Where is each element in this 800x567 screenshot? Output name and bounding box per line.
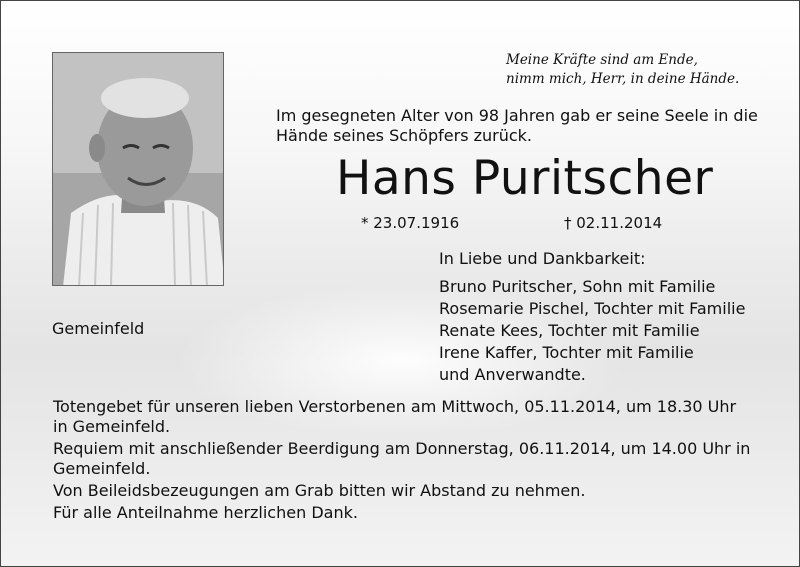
family-member: Irene Kaffer, Tochter mit Familie xyxy=(439,343,694,362)
family-member: und Anverwandte. xyxy=(439,365,586,384)
intro-line-2: Hände seines Schöpfers zurück. xyxy=(276,126,533,145)
info-line: Gemeinfeld. xyxy=(53,459,151,478)
family-member: Bruno Puritscher, Sohn mit Familie xyxy=(439,277,716,296)
family-member: Renate Kees, Tochter mit Familie xyxy=(439,321,700,340)
info-line: Für alle Anteilnahme herzlichen Dank. xyxy=(53,503,358,522)
deceased-name: Hans Puritscher xyxy=(336,151,714,206)
info-line: Von Beileidsbezeugungen am Grab bitten wir Abstand zu nehmen. xyxy=(53,481,586,500)
death-date: † 02.11.2014 xyxy=(564,214,663,232)
place-label: Gemeinfeld xyxy=(52,319,145,338)
info-line: in Gemeinfeld. xyxy=(53,417,171,436)
family-member: Rosemarie Pischel, Tochter mit Familie xyxy=(439,299,746,318)
family-heading: In Liebe und Dankbarkeit: xyxy=(439,249,646,268)
poem-line-2: nimm mich, Herr, in deine Hände. xyxy=(506,71,740,87)
info-line: Totengebet für unseren lieben Verstorbenen am Mittwoch, 05.11.2014, um 18.30 Uhr xyxy=(53,397,737,416)
info-line: Requiem mit anschließender Beerdigung am Donnerstag, 06.11.2014, um 14.00 Uhr in xyxy=(53,439,751,458)
birth-date: * 23.07.1916 xyxy=(361,214,460,232)
portrait-photo xyxy=(52,52,224,286)
poem-line-1: Meine Kräfte sind am Ende, xyxy=(506,52,698,68)
intro-line-1: Im gesegneten Alter von 98 Jahren gab er seine Seele in die xyxy=(276,106,758,125)
